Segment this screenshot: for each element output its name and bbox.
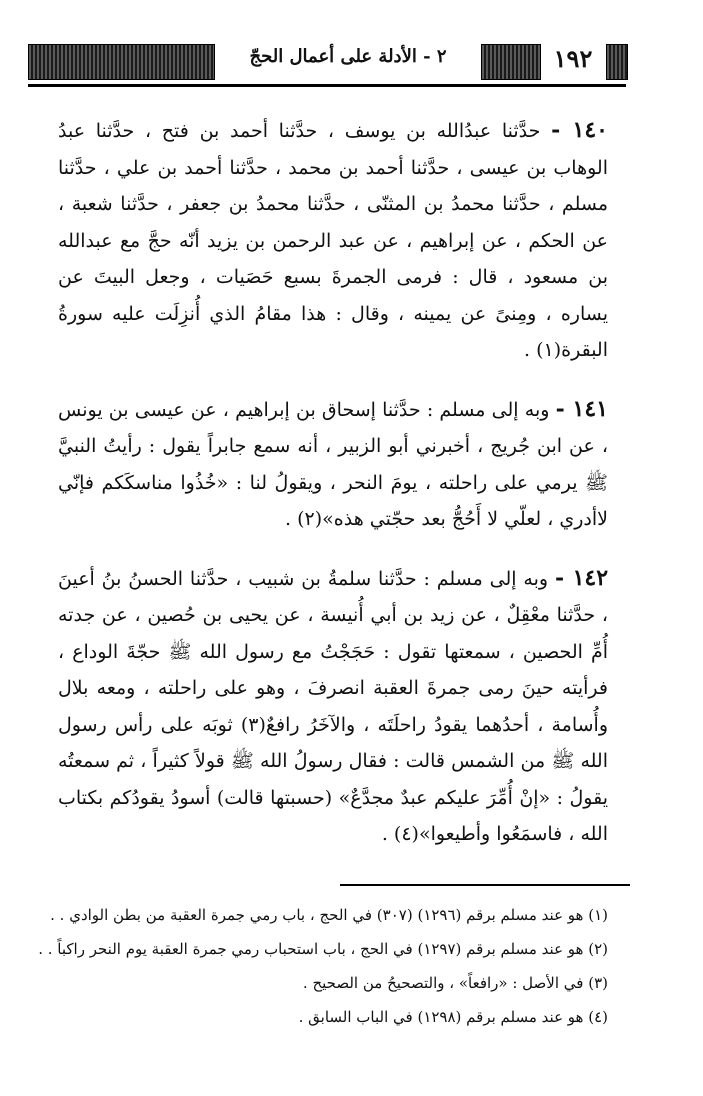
hadith-text: وبه إلى مسلم : حدَّثنا إسحاق بن إبراهيم ، عن عيسى بن يونس ، عن ابن جُريج ، أخبرني أبو الزبير ، أنه سمع جابراً يقول : رأيتُ النبيَّ ﷺ يرمي على راحلته ، يومَ النحر ، ويقولُ لنا : «خُذُوا مناسكَكم فإنّي لاأدري ، لعلّي لا أَحُجُّ بعد حجّتي هذه»(٢) . — [58, 398, 608, 530]
footnote: (١) هو عند مسلم برقم (١٢٩٦) (٣٠٧) في الحج ، باب رمي جمرة العقبة من بطن الوادي . . — [50, 906, 608, 924]
hadith-number: ١٤١ - — [555, 395, 608, 422]
chapter-title: ٢ - الأدلة على أعمال الحجّ — [249, 46, 447, 67]
hadith-text: حدَّثنا عبدُالله بن يوسف ، حدَّثنا أحمد بن فتح ، حدَّثنا عبدُ الوهاب بن عيسى ، حدَّثنا أحمد بن محمد ، حدَّثنا أحمد بن علي ، حدَّثنا مسلم ، حدَّثنا محمدُ بن المثنّى ، حدَّثنا محمدُ بن جعفر ، حدَّثنا شعبة ، عن الحكم ، عن إبراهيم ، عن عبد الرحمن بن يزيد أنّه حجَّ مع عبدالله بن مسعود ، قال : فرمى الجمرةَ بسبع حَصَيات ، وجعل البيتَ عن يساره ، ومِنىً عن يمينه ، وقال : هذا مقامُ الذي أُنزِلَت عليه سورةُ البقرة(١) . — [58, 120, 608, 361]
header-ornament-middle — [481, 44, 541, 80]
hadith-number: ١٤٠ - — [551, 117, 608, 143]
header-rule — [28, 84, 626, 87]
footnote: (٢) هو عند مسلم برقم (١٢٩٧) في الحج ، باب استحباب رمي جمرة العقبة يوم النحر راكباً . . — [38, 940, 608, 958]
footnotes — [38, 898, 608, 1034]
footnote: (٤) هو عند مسلم برقم (١٢٩٨) في الباب السابق . — [298, 1008, 608, 1026]
header-ornament-left — [28, 44, 215, 80]
footnote-separator — [340, 884, 630, 886]
hadith-paragraph — [58, 391, 608, 538]
page-number: ١٩٢ — [553, 44, 593, 73]
hadith-paragraph — [58, 560, 608, 853]
hadith-paragraph — [58, 112, 608, 369]
main-text — [58, 112, 608, 875]
footnote: (٣) في الأصل : «رافعاً» ، والتصحيحُ من الصحيح . — [302, 974, 608, 992]
header-ornament-right — [606, 44, 628, 80]
hadith-number: ١٤٢ - — [554, 564, 609, 591]
hadith-text: وبه إلى مسلم : حدَّثنا سلمةُ بن شبيب ، حدَّثنا الحسنُ بنُ أعينَ ، حدَّثنا معْقِلٌ ، عن زيد بن أبي أُنيسة ، عن يحيى بن حُصين ، عن جدته أُمِّ الحصين ، سمعتها تقول : حَجَجْتُ مع رسول الله ﷺ حجّةَ الوداع ، فرأيته حينَ رمى جمرةَ العقبة انصرفَ ، وهو على راحلته ، ومعه بلال وأُسامة ، أحدُهما يقودُ راحلَتَه ، والآخَرُ رافعٌ(٣) ثوبَه على رأس رسول الله ﷺ من الشمس قالت : فقال رسولُ الله ﷺ قولاً كثيراً ، ثم سمعتُه يقولُ : «إنْ أُمِّرَ عليكم عبدٌ مجدَّعٌ» (حسبتها قالت) أسودُ يقودُكم بكتاب الله ، فاسمَعُوا وأطيعوا»(٤) . — [58, 567, 608, 845]
running-header — [28, 40, 626, 90]
